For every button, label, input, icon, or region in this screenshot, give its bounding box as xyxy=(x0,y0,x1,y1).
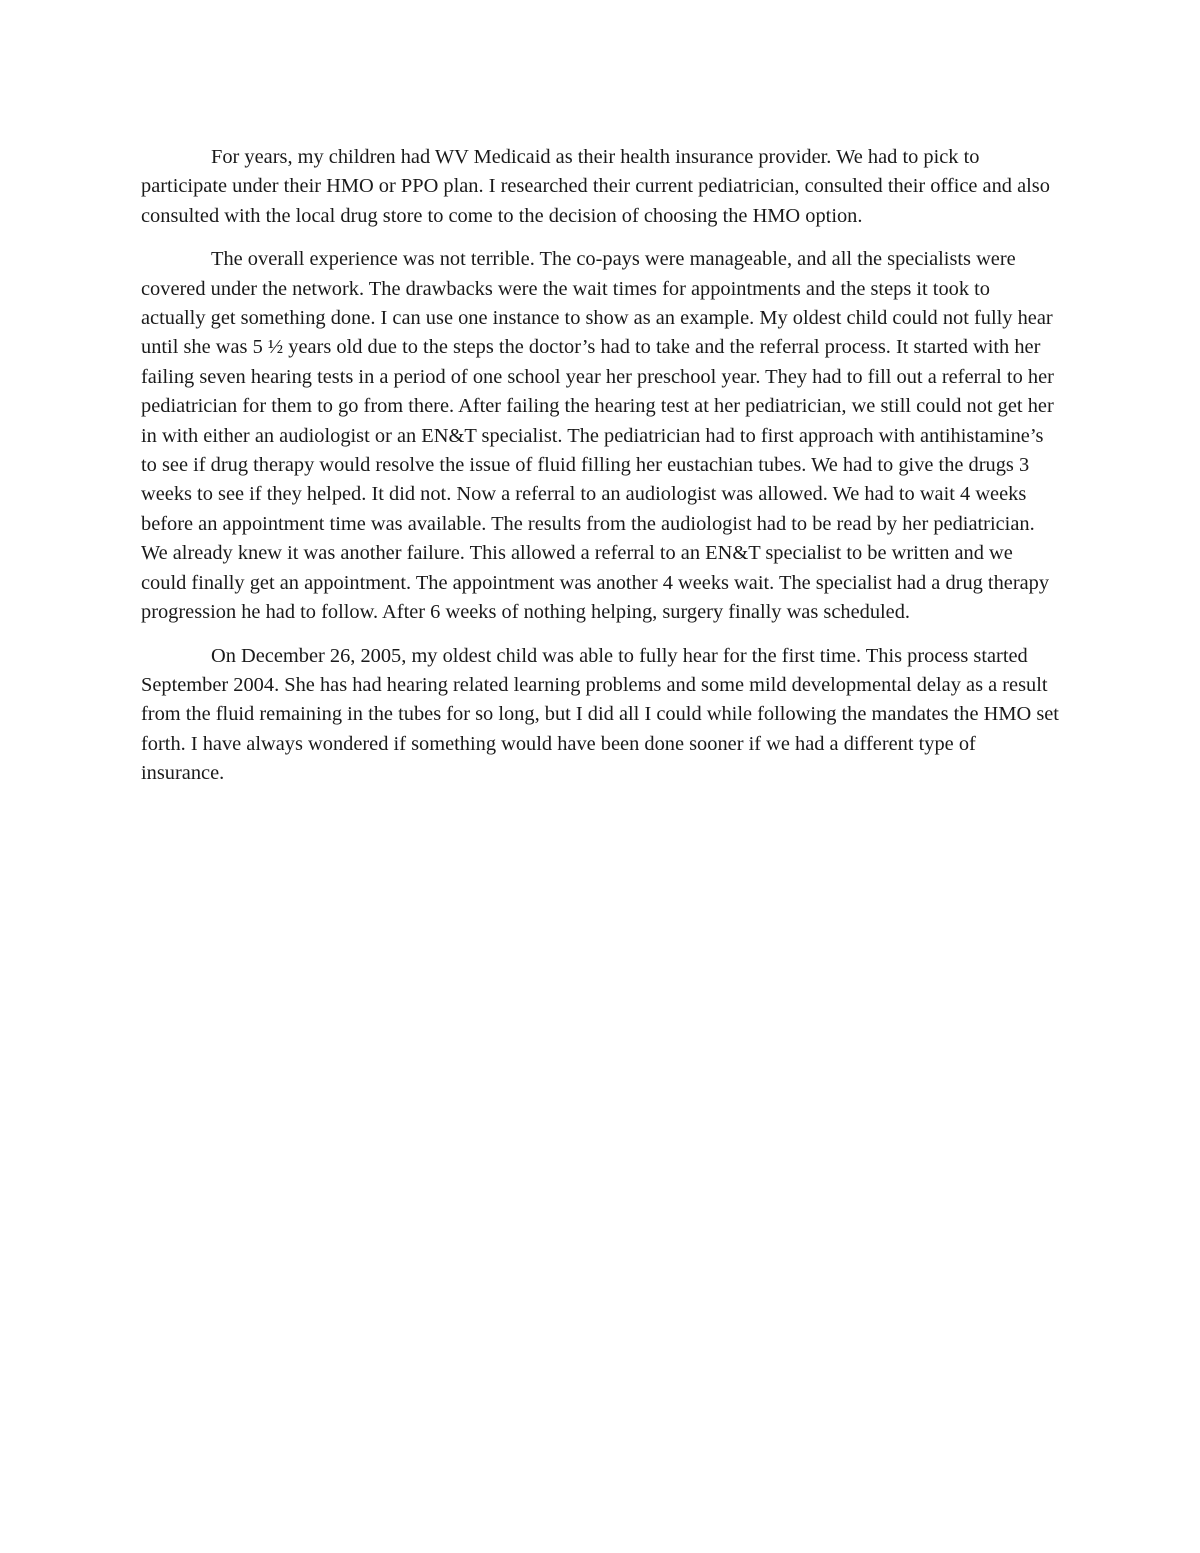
document-body xyxy=(141,143,1059,803)
paragraph-3: On December 26, 2005, my oldest child was able to fully hear for the first time. This process started September 2004. She has had hearing related learning problems and some mild developmental delay as a result from the fluid remaining in the tubes for so long, but I did all I could while following the mandates the HMO set forth. I have always wondered if something would have been done sooner if we had a different type of insurance. xyxy=(141,644,1059,785)
paragraph-2: The overall experience was not terrible. The co-pays were manageable, and all the specialists were covered under the network. The drawbacks were the wait times for appointments and the steps it took to actually get something done. I can use one instance to show as an example. My oldest child could not fully hear until she was 5 ½ years old due to the steps the doctor’s had to take and the referral process. It started with her failing seven hearing tests in a period of one school year her preschool year. They had to fill out a referral to her pediatrician for them to go from there. After failing the hearing test at her pediatrician, we still could not get her in with either an audiologist or an EN&T specialist. The pediatrician had to first approach with antihistamine’s to see if drug therapy would resolve the issue of fluid filling her eustachian tubes. We had to give the drugs 3 weeks to see if they helped. It did not. Now a referral to an audiologist was allowed. We had to wait 4 weeks before an appointment time was available. The results from the audiologist had to be read by her pediatrician. We already knew it was another failure. This allowed a referral to an EN&T specialist to be written and we could finally get an appointment. The appointment was another 4 weeks wait. The specialist had a drug therapy progression he had to follow. After 6 weeks of nothing helping, surgery finally was scheduled. xyxy=(141,248,1054,624)
paragraph-1: For years, my children had WV Medicaid as their health insurance provider. We had to pick to participate under their HMO or PPO plan. I researched their current pediatrician, consulted their office and also consulted with the local drug store to come to the decision of choosing the HMO option. xyxy=(141,146,1050,227)
